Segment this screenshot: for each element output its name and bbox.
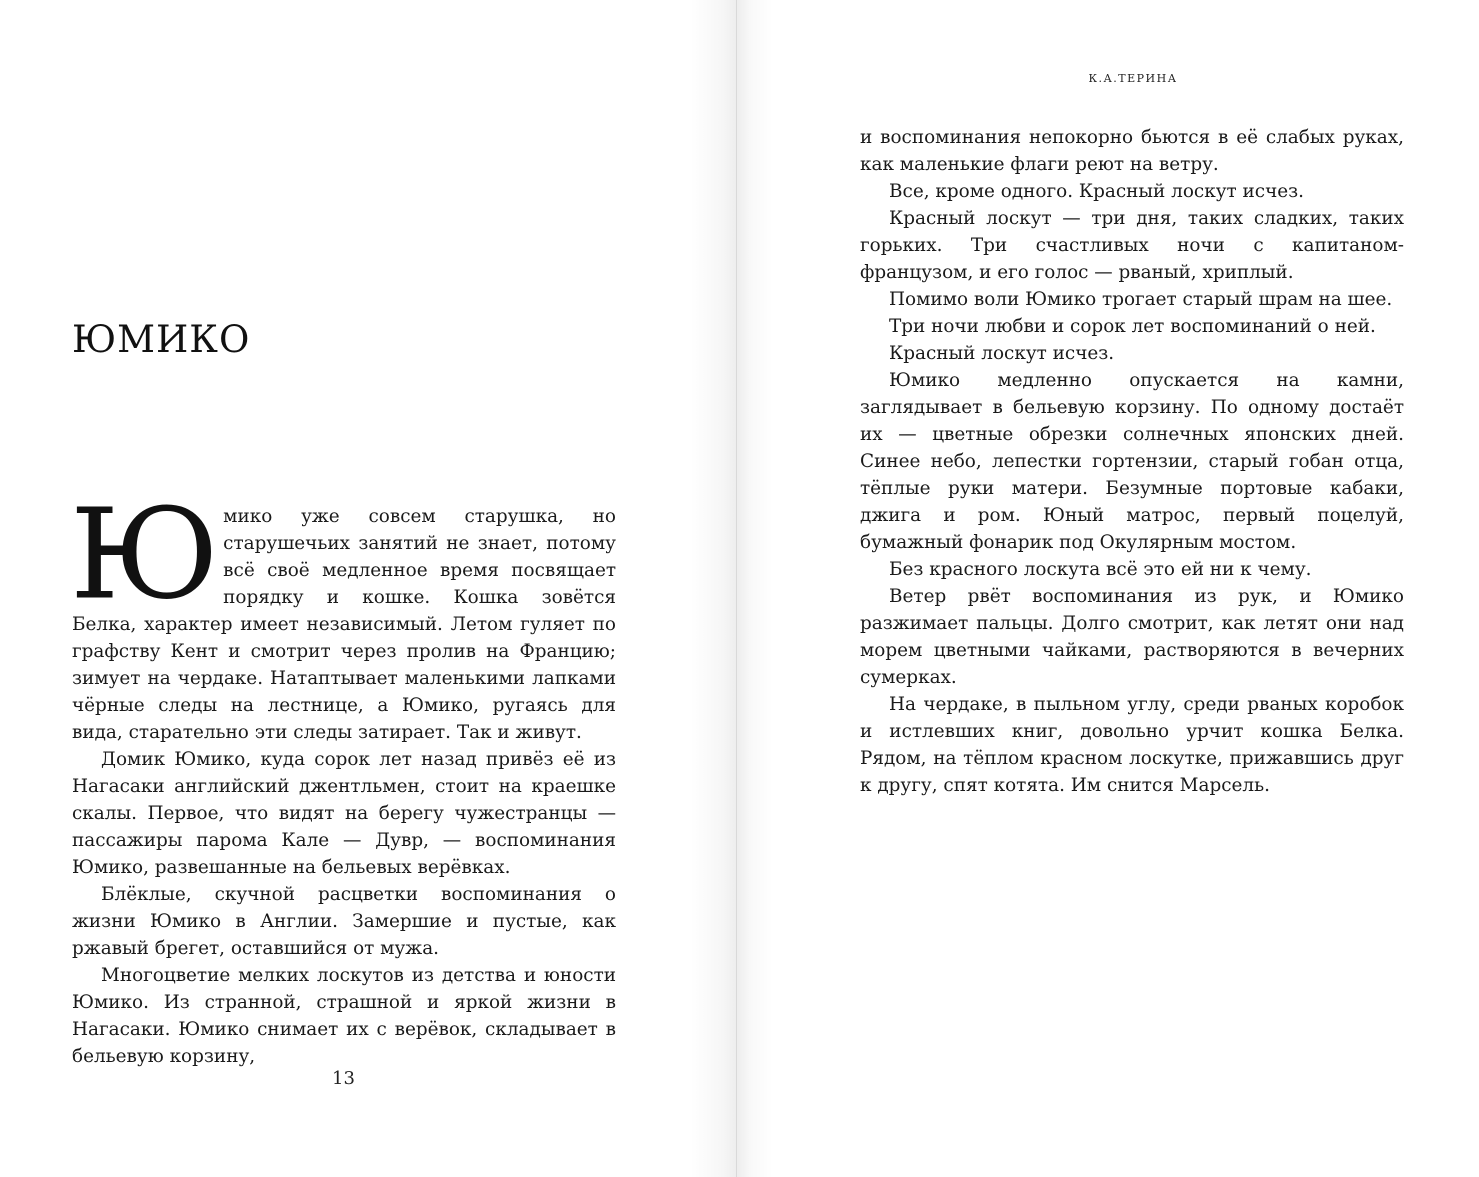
opening-paragraph-text: мико уже совсем старушка, но старушечьих занятий не знает, потому всё своё медленное время посвящает порядку и кошке. Кошка зовётся Белка, характер имеет независимый. Летом гуляет по графству Кент и смотрит через пролив на Францию; зимует на чердаке. Натаптывает маленькими лапками чёрные следы на лестнице, а Юмико, ругаясь для вида, старательно эти следы затирает. Так и живут.: [72, 506, 616, 743]
paragraph: Юмико медленно опускается на камни, заглядывает в бельевую корзину. По одному достаёт их — цветные обрезки солнечных японских дней. Синее небо, лепестки гортензии, старый гобан отца, тёплые руки матери. Безумные портовые кабаки, джига и ром. Юный матрос, первый поцелуй, бумажный фонарик под Окулярным мостом.: [860, 370, 1404, 553]
paragraph: Ветер рвёт воспоминания из рук, и Юмико разжимает пальцы. Долго смотрит, как летят они над морем цветными чайками, растворяются в вечерних сумерках.: [860, 586, 1404, 688]
left-page: [0, 0, 737, 1177]
book-gutter: [736, 0, 737, 1177]
right-page-text: [860, 124, 1404, 799]
paragraph: Помимо воли Юмико трогает старый шрам на шее.: [889, 289, 1393, 310]
paragraph: Все, кроме одного. Красный лоскут исчез.: [889, 181, 1305, 202]
running-head-author: К.А.ТЕРИНА: [1088, 72, 1178, 85]
dropcap-letter: Ю: [70, 482, 220, 627]
paragraph: Красный лоскут исчез.: [889, 343, 1115, 364]
paragraph: Красный лоскут — три дня, таких сладких, таких горьких. Три счастливых ночи с капитаном-французом, и его голос — рваный, хриплый.: [860, 208, 1404, 283]
right-page: [737, 0, 1479, 1177]
opening-paragraph: [70, 482, 616, 746]
paragraph: Три ночи любви и сорок лет воспоминаний о ней.: [889, 316, 1376, 337]
page-number: 13: [332, 1068, 355, 1089]
paragraph: Без красного лоскута всё это ей ни к чему.: [889, 559, 1312, 580]
chapter-title: ЮМИКО: [72, 318, 251, 361]
left-page-text: [70, 482, 616, 1070]
paragraph: Многоцветие мелких лоскутов из детства и юности Юмико. Из странной, страшной и яркой жизни в Нагасаки. Юмико снимает их с верёвок, складывает в бельевую корзину,: [72, 965, 616, 1067]
paragraph: На чердаке, в пыльном углу, среди рваных коробок и истлевших книг, довольно урчит кошка Белка. Рядом, на тёплом красном лоскутке, прижавшись друг к другу, спят котята. Им снится Марсель.: [860, 694, 1404, 796]
continued-paragraph: и воспоминания непокорно бьются в её слабых руках, как маленькие флаги реют на ветру.: [860, 127, 1404, 175]
paragraph: Домик Юмико, куда сорок лет назад привёз её из Нагасаки английский джентльмен, стоит на краешке скалы. Первое, что видят на берегу чужестранцы — пассажиры парома Кале — Дувр, — воспоминания Юмико, развешанные на бельевых верёвках.: [72, 749, 616, 878]
paragraph: Блёклые, скучной расцветки воспоминания о жизни Юмико в Англии. Замершие и пустые, как ржавый брегет, оставшийся от мужа.: [72, 884, 616, 959]
